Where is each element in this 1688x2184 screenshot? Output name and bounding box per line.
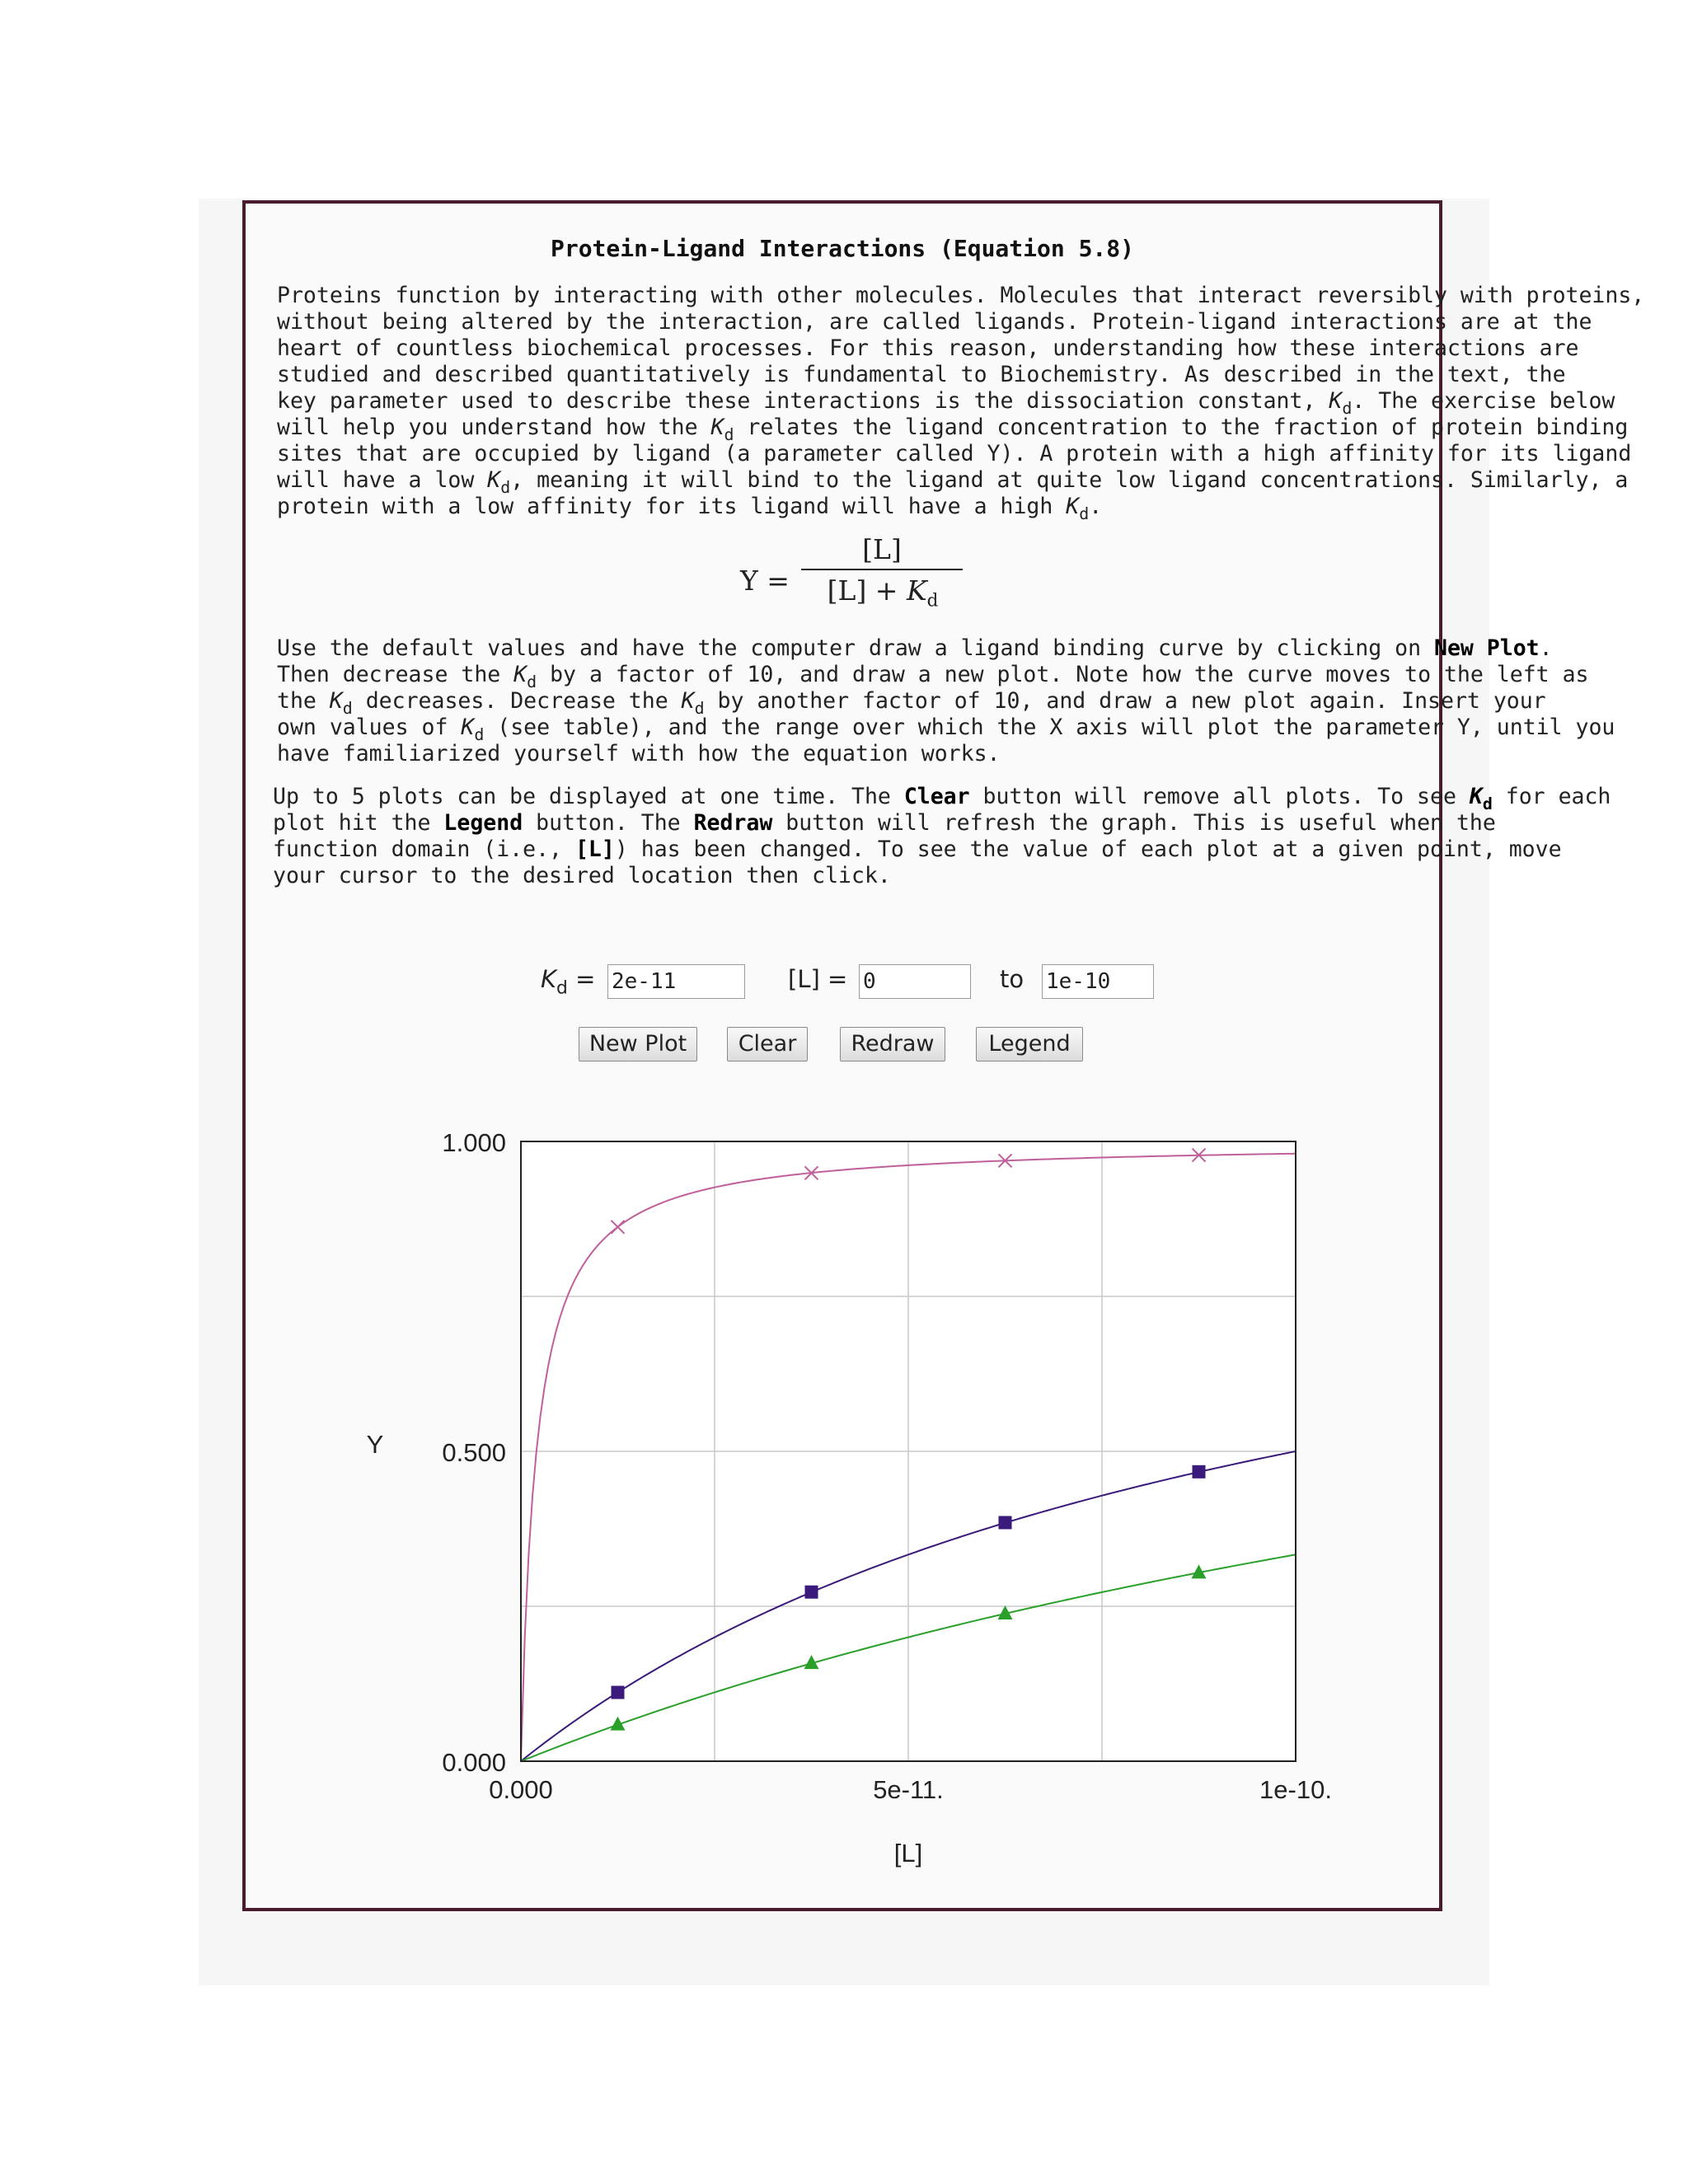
instructions-line: have familiarized yourself with how the equation works. bbox=[277, 741, 1001, 766]
data-point-square-marker bbox=[805, 1586, 818, 1599]
notes-line: function domain (i.e., [L]) has been changed. To see the value of each plot at a given point, move bbox=[273, 837, 1562, 862]
notes-line: your cursor to the desired location then click. bbox=[273, 863, 891, 888]
data-point-square-marker bbox=[999, 1516, 1012, 1529]
equation-lhs: Y = bbox=[740, 565, 790, 597]
notes-line: plot hit the Legend button. The Redraw button will refresh the graph. This is useful when the bbox=[273, 810, 1496, 836]
intro-line: key parameter used to describe these interactions is the dissociation constant, $K_d$. The exercise below bbox=[277, 388, 1615, 418]
y-tick-label: 0.000 bbox=[442, 1748, 506, 1777]
intro-line: heart of countless biochemical processes. For this reason, understanding how these interactions are bbox=[277, 335, 1579, 361]
new-plot-button[interactable]: New Plot bbox=[579, 1027, 697, 1062]
clear-button[interactable]: Clear bbox=[727, 1027, 808, 1062]
page-title: Protein-Ligand Interactions (Equation 5.8) bbox=[550, 235, 1134, 262]
equation-denominator: $[L] + K_d$ bbox=[827, 574, 939, 612]
y-tick-label: 1.000 bbox=[442, 1128, 506, 1157]
intro-line: studied and described quantitatively is fundamental to Biochemistry. As described in the text, the bbox=[277, 362, 1566, 387]
data-point-square-marker bbox=[1193, 1465, 1206, 1479]
intro-line: will help you understand how the $K_d$ relates the ligand concentration to the fraction of protein binding bbox=[277, 415, 1629, 444]
instructions-line: Then decrease the $K_d$ by a factor of 10, and draw a new plot. Note how the curve moves to the left as bbox=[277, 662, 1589, 691]
notes-line: Up to 5 plots can be displayed at one time. The Clear button will remove all plots. To see $K_d$ for each bbox=[273, 784, 1611, 813]
ligand-range-label: [L] = bbox=[788, 965, 848, 993]
kd-label: $K_d$ = bbox=[541, 965, 596, 999]
intro-line: sites that are occupied by ligand (a parameter called Y). A protein with a high affinity for its ligand bbox=[277, 441, 1632, 466]
equation-numerator: [L] bbox=[862, 533, 902, 565]
intro-line: without being altered by the interaction, are called ligands. Protein-ligand interactions are at the bbox=[277, 309, 1592, 335]
intro-line: protein with a low affinity for its ligand will have a high $K_d$. bbox=[277, 494, 1103, 523]
instructions-line: own values of $K_d$ (see table), and the range over which the X axis will plot the parameter Y, until you bbox=[277, 715, 1615, 744]
y-axis-label: Y bbox=[366, 1430, 384, 1459]
y-tick-label: 0.500 bbox=[442, 1438, 506, 1467]
applet-frame bbox=[242, 200, 1645, 1911]
x-tick-label: 5e-11. bbox=[873, 1775, 944, 1804]
instructions-line: Use the default values and have the computer draw a ligand binding curve by clicking on New Plot. bbox=[277, 635, 1553, 661]
x-tick-label: 0.000 bbox=[489, 1775, 553, 1804]
redraw-button[interactable]: Redraw bbox=[840, 1027, 945, 1062]
x-tick-label: 1e-10. bbox=[1259, 1775, 1332, 1804]
legend-button[interactable]: Legend bbox=[976, 1027, 1083, 1062]
instructions-line: the $K_d$ decreases. Decrease the $K_d$ by another factor of 10, and draw a new plot again. Insert your bbox=[277, 688, 1546, 718]
data-point-square-marker bbox=[612, 1686, 625, 1699]
to-label: to bbox=[1000, 965, 1025, 993]
binding-curve-chart[interactable] bbox=[246, 204, 1439, 1908]
intro-line: will have a low $K_d$, meaning it will bind to the ligand at quite low ligand concentrations. Similarly, a bbox=[277, 467, 1629, 497]
intro-line: Proteins function by interacting with other molecules. Molecules that interact reversibly with proteins, bbox=[277, 283, 1645, 308]
x-axis-label: [L] bbox=[893, 1839, 923, 1868]
